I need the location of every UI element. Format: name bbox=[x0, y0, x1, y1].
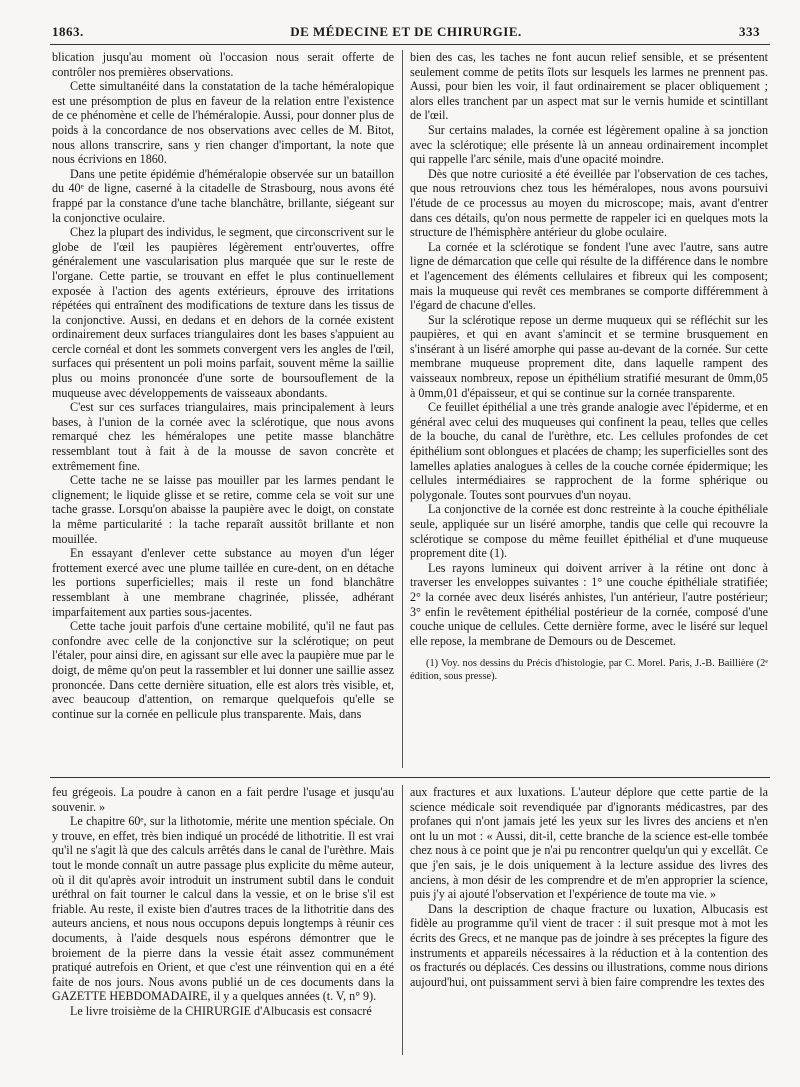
paragraph: Dans la description de chaque fracture ou luxation, Albucasis est fidèle au programme qu'il vient de tracer : il suit presque mot à mot les écrits des Grecs, et ne manque pas de joindre à ses préceptes la figure des instruments et appareils nécessaires à la réduction et à la contention des os fracturés ou déplacés. Ces dessins ou illustrations, comme nous dirions aujourd'hui, ont puissamment servi à bien faire comprendre les textes des bbox=[410, 901, 768, 989]
paragraph: Cette tache jouit parfois d'une certaine mobilité, qu'il ne faut pas confondre avec celle de la conjonctive sur la sclérotique; on peut l'étaler, pour ainsi dire, en agissant sur elle avec la paupière mue par le doigt, de même qu'on peut la rassembler et lui donner une saillie assez prononcée. Dans cette dernière situation, elle est alors très visible, et, avec beaucoup d'attention, on remarque quelquefois qu'elle se continue sur la cornée en pellicule plus transparente. Mais, dans bbox=[52, 619, 394, 721]
paragraph: Sur la sclérotique repose un derme muqueux qui se réfléchit sur les paupières, et qui en avant s'amincit et se termine brusquement en s'insérant à un liséré amorphe qui passe au-devant de la cornée. Sur cette membrane muqueuse proprement dite, dans laquelle rampent des vaisseaux nombreux, repose un épithélium stratifié mesurant de 0mm,05 à 0mm,01 d'épaisseur, et qui se continue sur la cornée transparente. bbox=[410, 312, 768, 400]
paragraph: aux fractures et aux luxations. L'auteur déplore que cette partie de la science médicale soit revendiquée par d'ignorants médicastres, par des profanes qui n'ont jamais jeté les yeux sur les livres des anciens et n'en ont lu un mot : « Aussi, dit-il, cette branche de la science est-elle tombée chez nous à ce point que je n'ai pu rencontrer quelqu'un qui y excellât. Ce que j'en sais, je le dois uniquement à la lecture assidue des livres des anciens, à mon désir de les comprendre et de m'en approprier la science, puis j'y ai ajouté l'observation et l'expérience de toute ma vie. » bbox=[410, 785, 768, 902]
section-rule bbox=[50, 777, 770, 778]
paragraph: Dans une petite épidémie d'héméralopie observée sur un bataillon du 40ᵉ de ligne, caserné à la citadelle de Strasbourg, nous avons été frappé par la constance d'une tache blanchâtre, brillante, siégeant sur la conjonctive oculaire. bbox=[52, 166, 394, 225]
upper-left-column bbox=[52, 50, 394, 721]
header-title: DE MÉDECINE ET DE CHIRURGIE. bbox=[290, 24, 522, 39]
paragraph: C'est sur ces surfaces triangulaires, mais principalement à leurs bases, à l'union de la cornée avec la sclérotique, que nous avons remarqué chez les héméralopes une petite masse blanchâtre ressemblant tout à fait à de la mousse de savon concrète et extrêmement fine. bbox=[52, 400, 394, 473]
page-number: 333 bbox=[739, 24, 760, 39]
paragraph: Cette simultanéité dans la constatation de la tache héméralopique est une présomption de plus en faveur de la relation entre l'existence de ce phénomène et celle de l'héméralopie. Aussi, pour donner plus de poids à la concordance de nos observations avec celles de M. Bitot, nous allons transcrire, sans y rien changer d'important, la note que nous écrivions en 1860. bbox=[52, 79, 394, 167]
upper-right-body bbox=[410, 50, 768, 648]
paragraph: Sur certains malades, la cornée est légèrement opaline à sa jonction avec la sclérotique; elle présente là un anneau ordinairement incomplet qui rappelle l'arc sénile, mais d'une opacité moindre. bbox=[410, 122, 768, 167]
footnote: (1) Voy. nos dessins du Précis d'histologie, par C. Morel. Paris, J.-B. Baillière (2ᵉ édition, sous presse). bbox=[410, 658, 768, 682]
upper-column-divider bbox=[402, 50, 403, 768]
paragraph: bien des cas, les taches ne font aucun relief sensible, et se présentent seulement comme de petits îlots sur lesquels les larmes ne prennent pas. Aussi, pour bien les voir, il faut ordinairement se placer obliquement ; alors elles tranchent par un aspect mat sur le vernis humide et scintillant de l'œil. bbox=[410, 50, 768, 123]
paragraph: Le livre troisième de la CHIRURGIE d'Albucasis est consacré bbox=[70, 1003, 372, 1018]
lower-left-column bbox=[52, 785, 394, 1019]
paragraph: Le chapitre 60ᵉ, sur la lithotomie, mérite une mention spéciale. On y trouve, en effet, très bien indiqué un procédé de lithotritie. Il est vrai qu'il ne s'agit là que des calculs arrêtés dans le canal de l'urèthre. Mais tout le monde connaît un autre passage plus explicite du même auteur, où il dit qu'après avoir introduit un instrument subtil dans le conduit uréthral on fait tourner le calcul dans la vessie, et on le brise s'il est friable. Au reste, il existe bien d'autres traces de la lithotritie dans des auteurs anciens, et nous nous occupons depuis longtemps à réunir ces documents, à l'aide desquels nous espérons démontrer que le broiement de la pierre dans la vessie était assez communément pratiqué autrefois en Orient, et que c'est une réinvention qui en a été faite de nos jours. Nous avons publié un de ces documents dans la GAZETTE HEBDOMADAIRE, il y a quelques années (t. V, n° 9). bbox=[52, 814, 394, 1004]
lower-column-divider bbox=[402, 785, 403, 1055]
paragraph: La cornée et la sclérotique se fondent l'une avec l'autre, sans autre ligne de démarcation que celle qui résulte de la différence dans le nombre et l'agencement des éléments cellulaires et fibreux qui les composent; mais la muqueuse qui revêt ces membranes se comporte différemment à l'égard de chacune d'elles. bbox=[410, 239, 768, 313]
paragraph: Cette tache ne se laisse pas mouiller par les larmes pendant le clignement; le liquide glisse et se retire, comme cela se voit sur une tache grasse. Lorsqu'on abaisse la paupière avec le doigt, on constate la même particularité : la tache reparaît aussitôt brillante et non mouillée. bbox=[52, 473, 394, 546]
paragraph: Ce feuillet épithélial a une très grande analogie avec l'épiderme, et en général avec celui des muqueuses qui confinent la peau, telles que celles de la bouche, du canal de l'urèthre, etc. Les cellules profondes de cet épithélium sont oblongues et placées de champ; les superficielles sont des lamelles aplaties analogues à celles de la couche cornée épidermique; les cellules intermédiaires se rapprochent de la forme sphérique ou polygonale. Toutes sont pourvues d'un noyau. bbox=[410, 400, 768, 502]
header-rule bbox=[50, 44, 770, 45]
upper-right-column bbox=[410, 50, 768, 683]
header-year: 1863. bbox=[52, 24, 84, 39]
paragraph: La conjonctive de la cornée est donc restreinte à la couche épithéliale seule, appliquée sur un liséré amorphe, tandis que celle qui recouvre la sclérotique se compose du même feuillet épithélial et d'une muqueuse proprement dite (1). bbox=[410, 502, 768, 561]
paragraph: Les rayons lumineux qui doivent arriver à la rétine ont donc à traverser les enveloppes suivantes : 1° une couche épithéliale stratifiée; 2° la cornée avec deux lisérés anhistes, l'un antérieur, l'autre postérieur; 3° enfin le revêtement épithélial postérieur de la cornée, composé d'une couche unique de cellules. Cette dernière forme, avec le liséré sur lequel elle repose, la membrane de Demours ou de Descemet. bbox=[410, 560, 768, 648]
running-header bbox=[52, 24, 760, 42]
paragraph: Chez la plupart des individus, le segment, que circonscrivent sur le globe de l'œil les paupières légèrement entr'ouvertes, offre généralement une vascularisation plus marquée que sur le reste de l'organe. Cette partie, se trouvant en effet le plus continuellement exposée à l'action des agents extérieurs, éprouve des irritations répétées qui entraînent des modifications de texture dans les tissus de la conjonctive. Aussi, en dedans et en dehors de la cornée existent ordinairement deux surfaces triangulaires dont les bases s'appuient au cercle cornéal et dont les sommets convergent vers les angles de l'œil, surfaces qui présentent un poli moins parfait, souvent même la saillie plus ou moins prononcée d'une sorte de boursouflement de la muqueuse avec développements de vaisseaux abondants. bbox=[52, 225, 394, 400]
paragraph: feu grégeois. La poudre à canon en a fait perdre l'usage et jusqu'au souvenir. » bbox=[52, 785, 394, 814]
lower-right-column bbox=[410, 785, 768, 989]
paragraph: blication jusqu'au moment où l'occasion nous serait offerte de contrôler nos premières observations. bbox=[52, 50, 394, 79]
paragraph: En essayant d'enlever cette substance au moyen d'un léger frottement exercé avec une plume taillée en cure-dent, on en détache les portions superficielles; mais il reste un fond blanchâtre ressemblant à une membrane chagrinée, plissée, adhérant imparfaitement aux parties sous-jacentes. bbox=[52, 546, 394, 619]
paragraph: Dès que notre curiosité a été éveillée par l'observation de ces taches, que nous retrouvions chez tous les héméralopes, nous avons poursuivi l'étude de ce processus au moyen du microscope; mais, avant d'entrer dans ces détails, qu'on nous permette de rappeler ici en quelques mots la structure de l'hémisphère antérieur du globe oculaire. bbox=[410, 166, 768, 240]
